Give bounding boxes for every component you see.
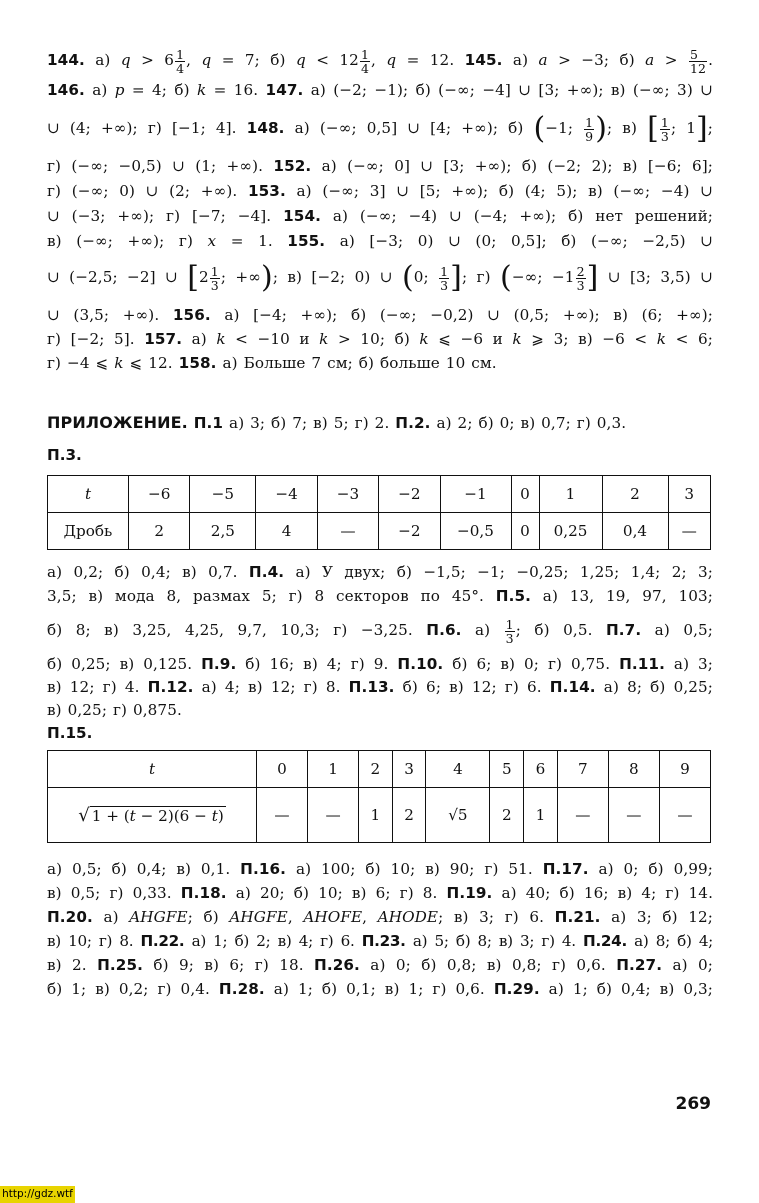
problem-number: 145. — [464, 51, 503, 69]
section-label: П.15. — [47, 724, 93, 742]
problem-number: П.22. — [140, 932, 185, 950]
problem-number: 158. — [178, 354, 217, 372]
problem-number: 153. — [247, 182, 286, 200]
problem-number: П.27. — [616, 956, 663, 974]
fraction: $\frac{2}{3}$ — [576, 263, 585, 293]
problem-number: П.11. — [619, 655, 665, 673]
problem-number: 152. — [273, 157, 312, 175]
answer-line: в) (−∞; +∞); г) x = 1. 155. а) [−3; 0) ∪ (0; 0,5]; б) (−∞; −2,5) ∪ — [47, 232, 713, 250]
answer-line: в) 0,25; г) 0,875. — [47, 701, 182, 719]
problem-number: П.1 — [193, 414, 224, 432]
answer-line: г) −4 ⩽ k ⩽ 12. 158. а) Больше 7 см; б) больше 10 см. — [47, 354, 497, 372]
fraction: $\frac{1}{3}$ — [210, 263, 219, 293]
answer-line: ∪ (−3; +∞); г) [−7; −4]. 154. а) (−∞; −4) ∪ (−4; +∞); б) нет решений; — [47, 207, 714, 225]
appendix-line: ПРИЛОЖЕНИЕ. П.1 а) 3; б) 7; в) 5; г) 2. П.2. а) 2; б) 0; в) 0,7; г) 0,3. — [47, 413, 627, 432]
problem-number: П.14. — [549, 678, 596, 696]
fraction: $\frac{1}{3}$ — [505, 616, 514, 646]
answer-line: 144. а) q > 6 $\frac{1}{4}$ , q = 7; б) q < 12 $\frac{1}{4}$ , q = 12. 145. а) a > −3; б) a > $\frac{5}{12}$ . — [47, 46, 713, 76]
problem-number: П.18. — [180, 884, 227, 902]
answer-line: П.20. а) AHGFE; б) AHGFE, AHOFE, AHODE; в) 3; г) 6. П.21. а) 3; б) 12; — [47, 908, 714, 926]
problem-number: 146. — [47, 81, 85, 99]
table-p3 — [47, 475, 711, 550]
problem-number: П.25. — [97, 956, 143, 974]
problem-number: П.9. — [201, 655, 237, 673]
table-row: t 0 1 2 3 4 5 6 7 8 9 — [48, 751, 711, 788]
answer-line: б) 1; в) 0,2; г) 0,4. П.28. а) 1; б) 0,1; в) 1; г) 0,6. П.29. а) 1; б) 0,4; в) 0,3; — [47, 980, 713, 998]
problem-number: П.16. — [240, 860, 287, 878]
page-number: 269 — [675, 1094, 711, 1114]
fraction: $\frac{1}{3}$ — [660, 114, 669, 144]
answer-line: ∪ (−2,5; −2] ∪ [2 $\frac{1}{3}$ ; +∞); в) [−2; 0) ∪ (0; $\frac{1}{3}$ ]; г) (−∞; −1 $\frac{2}{3}$ ] ∪ [3; 3,5) ∪ — [47, 260, 713, 295]
answer-line: г) (−∞; −0,5) ∪ (1; +∞). 152. а) (−∞; 0] ∪ [3; +∞); б) (−2; 2); в) [−6; 6]; — [47, 157, 713, 175]
sqrt-expression: √ 1 + (t − 2)(6 − t) — [48, 788, 257, 843]
answer-line: в) 0,5; г) 0,33. П.18. а) 20; б) 10; в) 6; г) 8. П.19. а) 40; б) 16; в) 4; г) 14. — [47, 884, 713, 902]
problem-number: 156. — [172, 306, 211, 324]
problem-number: 155. — [287, 232, 326, 250]
answer-line: б) 8; в) 3,25, 4,25, 9,7, 10,3; г) −3,25. П.6. а) $\frac{1}{3}$ ; б) 0,5. П.7. а) 0,5; — [47, 616, 713, 646]
problem-number: П.26. — [314, 956, 360, 974]
table-row: Дробь 2 2,5 4 — −2 −0,5 0 0,25 0,4 — — [48, 513, 711, 550]
fraction: $\frac{1}{4}$ — [176, 46, 185, 76]
problem-number: П.4. — [248, 563, 285, 581]
problem-number: 157. — [144, 330, 183, 348]
answer-line: в) 10; г) 8. П.22. а) 1; б) 2; в) 4; г) 6. П.23. а) 5; б) 8; в) 3; г) 4. П.24. а) 8; б) 4; — [47, 932, 713, 950]
problem-number: П.20. — [47, 908, 93, 926]
answers-page — [47, 38, 713, 999]
table-p15 — [47, 750, 711, 843]
problem-number: П.6. — [426, 621, 462, 639]
problem-number: 148. — [246, 119, 285, 137]
answer-line: в) 12; г) 4. П.12. а) 4; в) 12; г) 8. П.13. б) 6; в) 12; г) 6. П.14. а) 8; б) 0,25; — [47, 678, 713, 696]
answer-line: а) 0,5; б) 0,4; в) 0,1. П.16. а) 100; б) 10; в) 90; г) 51. П.17. а) 0; б) 0,99; — [47, 860, 714, 878]
problem-number: П.28. — [218, 980, 265, 998]
problem-number: П.24. — [583, 932, 627, 950]
problem-number: П.23. — [361, 932, 406, 950]
problem-number: 154. — [283, 207, 321, 225]
fraction: $\frac{5}{12}$ — [689, 46, 707, 76]
answer-line: а) 0,2; б) 0,4; в) 0,7. П.4. а) У двух; б) −1,5; −1; −0,25; 1,25; 1,4; 2; 3; — [47, 563, 713, 581]
problem-number: П.7. — [605, 621, 642, 639]
watermark-link[interactable]: http://gdz.wtf — [0, 1186, 75, 1203]
problem-number: П.29. — [493, 980, 540, 998]
fraction: $\frac{1}{4}$ — [360, 46, 370, 76]
problem-number: П.17. — [542, 860, 589, 878]
answer-line: 146. а) p = 4; б) k = 16. 147. а) (−2; −1); б) (−∞; −4] ∪ [3; +∞); в) (−∞; 3) ∪ — [47, 81, 714, 99]
answer-line: г) [−2; 5]. 157. а) k < −10 и k > 10; б) k ⩽ −6 и k ⩾ 3; в) −6 < k < 6; — [47, 330, 713, 348]
problem-number: П.5. — [495, 587, 531, 605]
problem-number: 147. — [265, 81, 304, 99]
problem-number: П.12. — [147, 678, 194, 696]
answer-line: в) 2. П.25. б) 9; в) 6; г) 18. П.26. а) 0; б) 0,8; в) 0,8; г) 0,6. П.27. а) 0; — [47, 956, 713, 974]
problem-number: П.10. — [397, 655, 444, 673]
appendix-title: ПРИЛОЖЕНИЕ. — [47, 413, 188, 432]
table-row: √ 1 + (t − 2)(6 − t) — — 1 2 √5 2 1 — — — — [48, 788, 711, 843]
problem-number: 144. — [47, 51, 85, 69]
problem-number: П.2. — [395, 414, 431, 432]
problem-number: П.19. — [446, 884, 493, 902]
answer-line: г) (−∞; 0) ∪ (2; +∞). 153. а) (−∞; 3] ∪ [5; +∞); б) (4; 5); в) (−∞; −4) ∪ — [47, 182, 713, 200]
answer-line: ∪ (3,5; +∞). 156. а) [−4; +∞); б) (−∞; −0,2) ∪ (0,5; +∞); в) (6; +∞); — [47, 306, 713, 324]
answer-line: б) 0,25; в) 0,125. П.9. б) 16; в) 4; г) 9. П.10. б) 6; в) 0; г) 0,75. П.11. а) 3; — [47, 655, 714, 673]
fraction: $\frac{1}{3}$ — [440, 263, 449, 293]
answer-line: 3,5; в) мода 8, размах 5; г) 8 секторов по 45°. П.5. а) 13, 19, 97, 103; — [47, 587, 713, 605]
table-row: t −6 −5 −4 −3 −2 −1 0 1 2 3 — [48, 476, 711, 513]
problem-number: П.13. — [348, 678, 395, 696]
section-label: П.3. — [47, 446, 82, 464]
problem-number: П.21. — [554, 908, 601, 926]
fraction: $\frac{1}{9}$ — [585, 114, 594, 144]
answer-line: ∪ (4; +∞); г) [−1; 4]. 148. а) (−∞; 0,5] ∪ [4; +∞); б) (−1; $\frac{1}{9}$ ); в) [ $\frac{1}{3}$ ; 1]; — [47, 111, 714, 146]
